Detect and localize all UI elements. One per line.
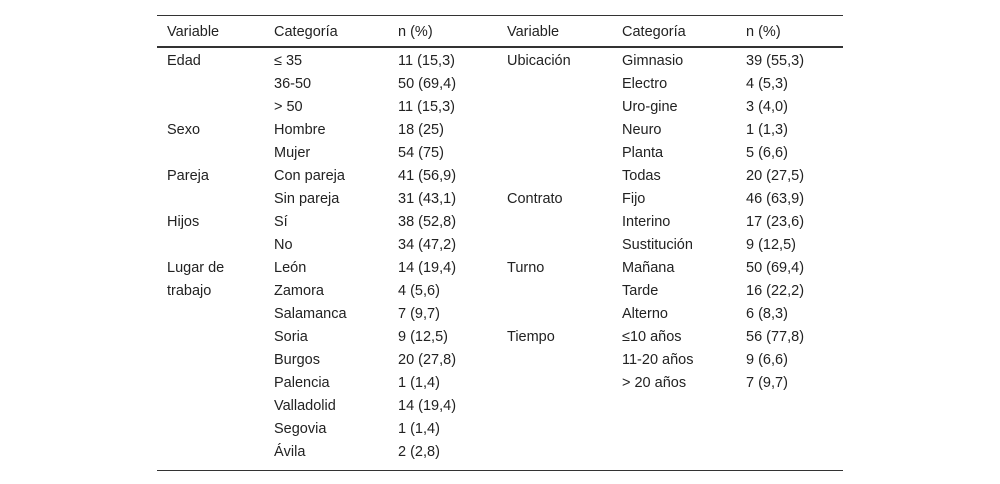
count-cell: 1 (1,4) (398, 421, 440, 437)
count-cell: 20 (27,5) (746, 168, 805, 184)
category-cell: Hombre (274, 122, 326, 138)
count-cell: 18 (25) (398, 122, 444, 138)
count-cell: 9 (12,5) (398, 329, 448, 345)
count-cell: 1 (1,3) (746, 122, 788, 138)
variable-label: Ubicación (507, 53, 571, 69)
category-cell: Mañana (622, 260, 675, 276)
count-cell: 4 (5,3) (746, 76, 788, 92)
count-cell: 16 (22,2) (746, 283, 805, 299)
count-cell: 1 (1,4) (398, 375, 440, 391)
category-cell: Fijo (622, 191, 646, 207)
count-cell: 5 (6,6) (746, 145, 788, 161)
variable-label: Lugar de (167, 260, 225, 276)
category-cell: Burgos (274, 352, 320, 368)
category-cell: Ávila (274, 444, 306, 460)
category-cell: > 50 (274, 99, 303, 115)
category-cell: Zamora (274, 283, 324, 299)
count-cell: 20 (27,8) (398, 352, 457, 368)
category-cell: Salamanca (274, 306, 347, 322)
header-n-right: n (%) (746, 24, 781, 40)
category-cell: Segovia (274, 421, 327, 437)
header-n-left: n (%) (398, 24, 433, 40)
category-cell: Interino (622, 214, 671, 230)
count-cell: 46 (63,9) (746, 191, 805, 207)
variable-label: Edad (167, 53, 201, 69)
count-cell: 3 (4,0) (746, 99, 788, 115)
category-cell: ≤ 35 (274, 53, 303, 69)
count-cell: 31 (43,1) (398, 191, 457, 207)
category-cell: Mujer (274, 145, 311, 161)
count-cell: 38 (52,8) (398, 214, 457, 230)
category-cell: Soria (274, 329, 308, 345)
count-cell: 9 (12,5) (746, 237, 796, 253)
category-cell: Con pareja (274, 168, 345, 184)
count-cell: 7 (9,7) (398, 306, 440, 322)
variable-label: Turno (507, 260, 545, 276)
category-cell: Sin pareja (274, 191, 340, 207)
count-cell: 17 (23,6) (746, 214, 805, 230)
count-cell: 4 (5,6) (398, 283, 440, 299)
count-cell: 7 (9,7) (746, 375, 788, 391)
category-cell: Todas (622, 168, 661, 184)
category-cell: Sí (274, 214, 288, 230)
count-cell: 11 (15,3) (398, 99, 455, 115)
count-cell: 39 (55,3) (746, 53, 805, 69)
header-variable-left: Variable (167, 24, 220, 40)
category-cell: Neuro (622, 122, 662, 138)
count-cell: 9 (6,6) (746, 352, 788, 368)
count-cell: 41 (56,9) (398, 168, 457, 184)
count-cell: 11 (15,3) (398, 53, 455, 69)
category-cell: Gimnasio (622, 53, 684, 69)
category-cell: León (274, 260, 307, 276)
category-cell: No (274, 237, 293, 253)
variable-label: Tiempo (507, 329, 555, 345)
category-cell: Electro (622, 76, 668, 92)
count-cell: 34 (47,2) (398, 237, 457, 253)
category-cell: Valladolid (274, 398, 336, 414)
category-cell: 11-20 años (622, 352, 694, 368)
category-cell: ≤10 años (622, 329, 682, 345)
category-cell: Alterno (622, 306, 668, 322)
header-category-right: Categoría (622, 24, 686, 40)
count-cell: 2 (2,8) (398, 444, 440, 460)
count-cell: 6 (8,3) (746, 306, 788, 322)
category-cell: Palencia (274, 375, 330, 391)
category-cell: > 20 años (622, 375, 687, 391)
category-cell: 36-50 (274, 76, 312, 92)
count-cell: 50 (69,4) (746, 260, 805, 276)
data-table (157, 15, 843, 471)
variable-label: Pareja (167, 168, 209, 184)
variable-label: Hijos (167, 214, 200, 230)
category-cell: Tarde (622, 283, 659, 299)
count-cell: 14 (19,4) (398, 398, 457, 414)
header-rule (157, 46, 843, 48)
count-cell: 50 (69,4) (398, 76, 457, 92)
variable-label: Contrato (507, 191, 563, 207)
count-cell: 54 (75) (398, 145, 444, 161)
count-cell: 14 (19,4) (398, 260, 457, 276)
variable-label: trabajo (167, 283, 212, 299)
category-cell: Uro-gine (622, 99, 678, 115)
category-cell: Sustitución (622, 237, 693, 253)
variable-label: Sexo (167, 122, 201, 138)
header-category-left: Categoría (274, 24, 338, 40)
count-cell: 56 (77,8) (746, 329, 805, 345)
category-cell: Planta (622, 145, 664, 161)
header-variable-right: Variable (507, 24, 560, 40)
